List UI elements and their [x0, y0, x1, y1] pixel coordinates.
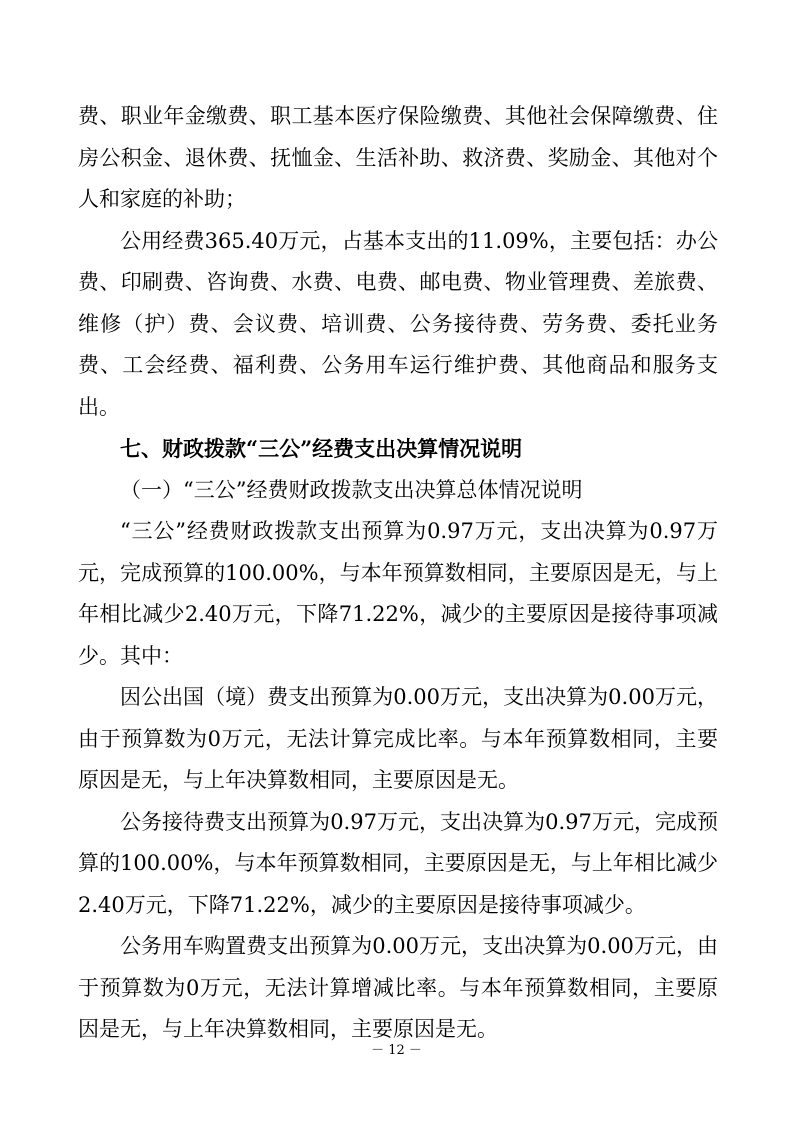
document-body	[78, 96, 718, 1051]
paragraph-personnel-costs: 费、职业年金缴费、职工基本医疗保险缴费、其他社会保障缴费、住房公积金、退休费、抚恤金、生活补助、救济费、奖励金、其他对个人和家庭的补助；	[78, 104, 718, 211]
paragraph-vehicle-purchase: 公务用车购置费支出预算为0.00万元，支出决算为0.00万元，由于预算数为0万元，无法计算增减比率。与本年预算数相同，主要原因是无，与上年决算数相同，主要原因是无。	[78, 934, 718, 1041]
subsection-heading-overall: （一）“三公”经费财政拨款支出决算总体情况说明	[120, 477, 583, 502]
paragraph-public-funds: 公用经费365.40万元，占基本支出的11.09%，主要包括：办公费、印刷费、咨询费、水费、电费、邮电费、物业管理费、差旅费、维修（护）费、会议费、培训费、公务接待费、劳务费、委托业务费、工会经费、福利费、公务用车运行维护费、其他商品和服务支出。	[78, 228, 718, 419]
paragraph-overseas-travel: 因公出国（境）费支出预算为0.00万元，支出决算为0.00万元，由于预算数为0万元，无法计算完成比率。与本年预算数相同，主要原因是无，与上年决算数相同，主要原因是无。	[78, 685, 718, 792]
section-heading-three-public: 七、财政拨款“三公”经费支出决算情况说明	[120, 436, 523, 461]
paragraph-three-public-overall: “三公”经费财政拨款支出预算为0.97万元，支出决算为0.97万元，完成预算的100.00%，与本年预算数相同，主要原因是无，与上年相比减少2.40万元，下降71.22%，减少的主要原因是接待事项减少。其中：	[78, 519, 718, 668]
paragraph-official-reception: 公务接待费支出预算为0.97万元，支出决算为0.97万元，完成预算的100.00%，与本年预算数相同，主要原因是无，与上年相比减少2.40万元，下降71.22%，减少的主要原因是接待事项减少。	[78, 809, 718, 917]
page-number: － 12 －	[371, 1043, 422, 1058]
